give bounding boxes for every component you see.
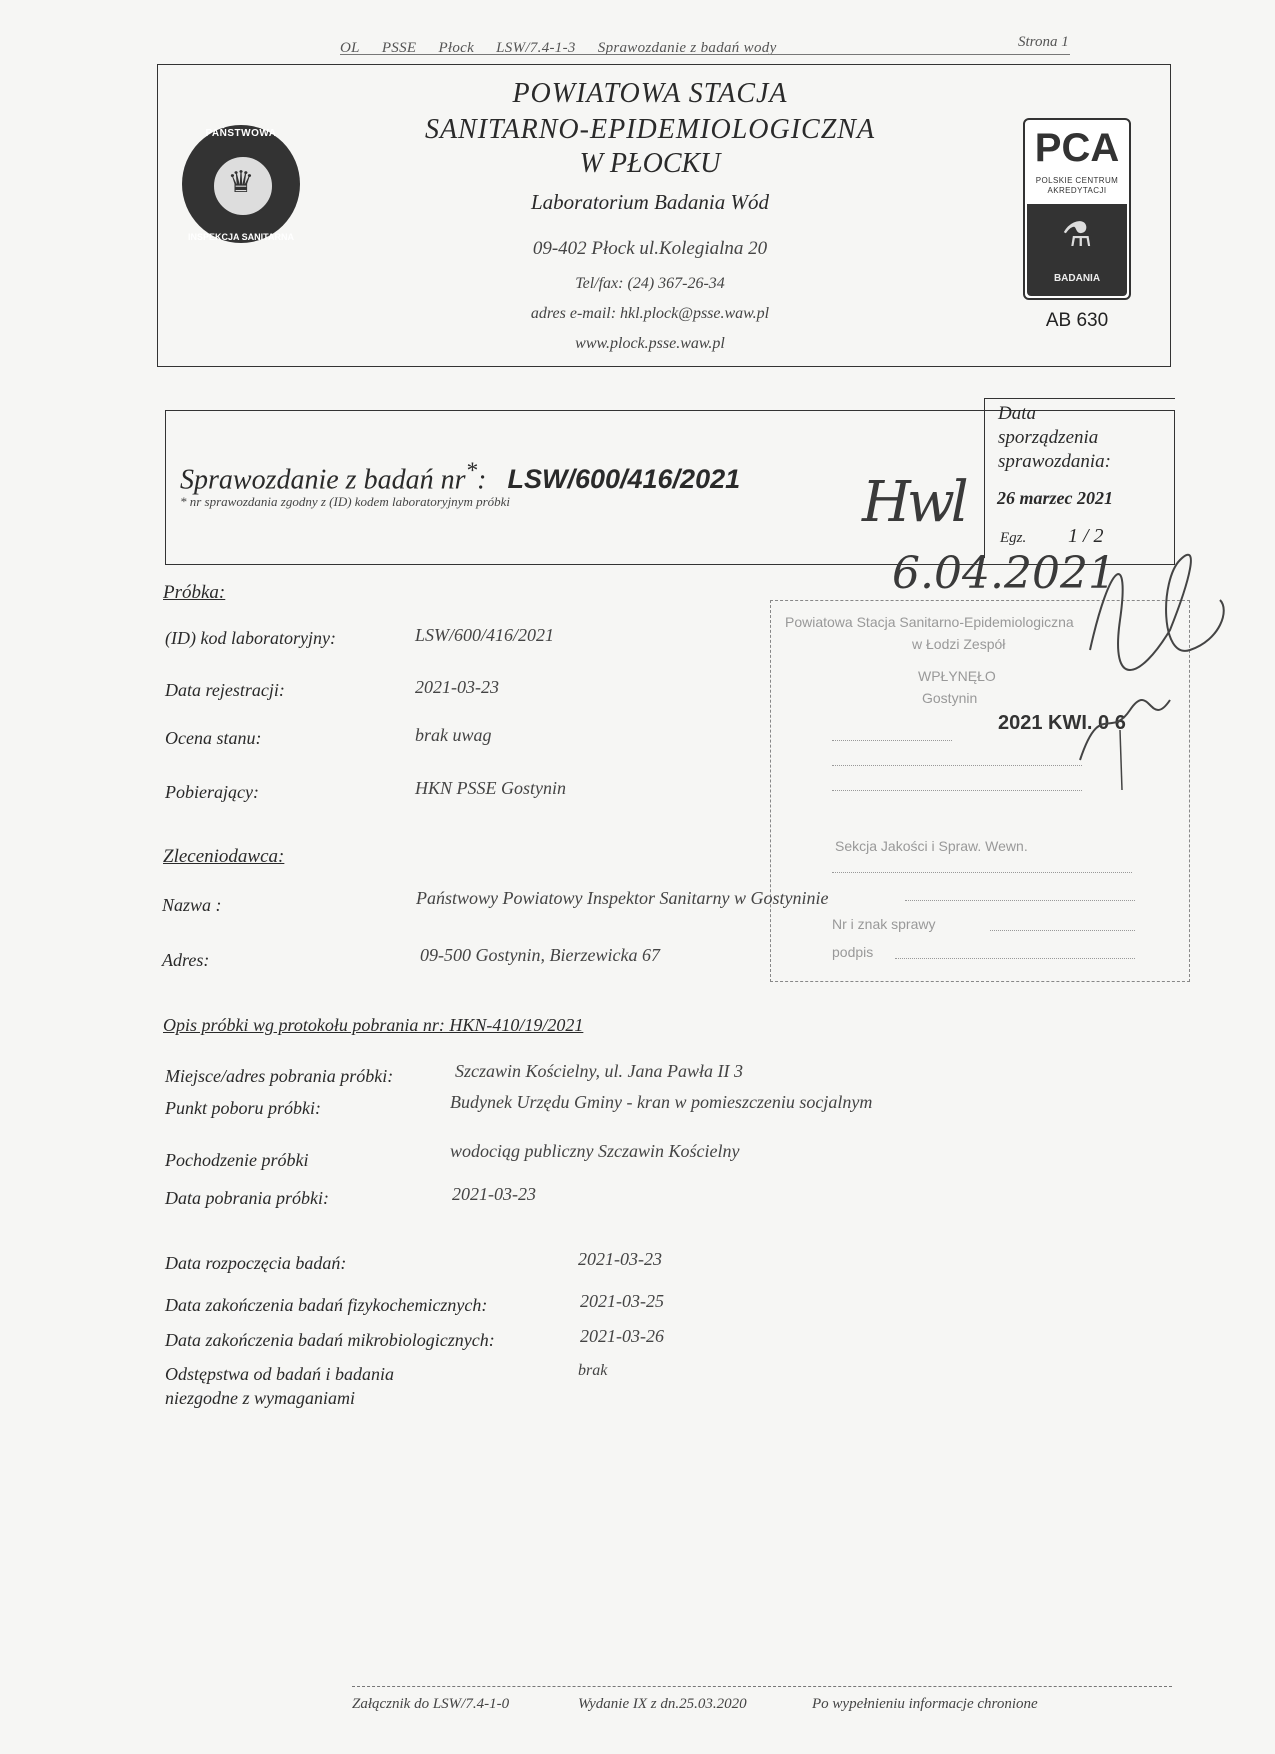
stamp-dots [832, 740, 952, 741]
institution-address: 09-402 Płock ul.Kolegialna 20 [532, 238, 768, 259]
sample-value: LSW/600/416/2021 [415, 625, 555, 645]
stamp-dots [990, 930, 1135, 931]
header-rule [340, 54, 1070, 55]
report-box-divider [984, 398, 985, 558]
header-code: LSW/7.4-1-3 [496, 40, 576, 56]
sample-label: Pobierający: [165, 782, 259, 802]
protocol-value: wodociąg publiczny Szczawin Kościelny [450, 1141, 740, 1161]
report-box-topline [984, 398, 1175, 399]
date-value: 2021-03-25 [580, 1291, 664, 1311]
sample-label: (ID) kod laboratoryjny: [165, 628, 336, 648]
stamp-line: Powiatowa Stacja Sanitarno-Epidemiologiczna [785, 614, 1074, 630]
sample-value: HKN PSSE Gostynin [415, 778, 566, 798]
date-value: 2021-03-26 [580, 1326, 664, 1346]
footer-rule [352, 1686, 1172, 1687]
flask-icon: ⚗ [1061, 217, 1093, 254]
handwritten-initials: Hwl [862, 470, 965, 535]
stamp-line: Sekcja Jakości i Spraw. Wewn. [835, 838, 1028, 854]
seal-text-top: PAŃSTWOWA [205, 128, 277, 139]
seal-text-bottom: INSPEKCJA SANITARNA [188, 232, 295, 242]
institution-line-1: POWIATOWA STACJA [512, 78, 788, 109]
accreditation-number: AB 630 [1045, 310, 1109, 331]
protocol-label: Data pobrania próbki: [165, 1188, 329, 1208]
report-date: 26 marzec 2021 [997, 488, 1113, 508]
stamp-line: w Łodzi Zespół [912, 636, 1006, 652]
report-note: * nr sprawozdania zgodny z (ID) kodem laboratoryjnym próbki [180, 494, 511, 509]
client-address-label: Adres: [162, 950, 210, 970]
handwritten-signature [1050, 500, 1240, 800]
protocol-label: Punkt poboru próbki: [165, 1098, 321, 1118]
sample-value: brak uwag [415, 725, 492, 745]
client-section-title: Zleceniodawca: [163, 846, 285, 867]
institution-email: adres e-mail: hkl.plock@psse.waw.pl [530, 305, 770, 322]
protocol-value: 2021-03-23 [452, 1184, 536, 1204]
stamp-line: podpis [832, 944, 874, 960]
report-title: Sprawozdanie z badań nr*: LSW/600/416/2021 [180, 458, 741, 496]
footer-attachment: Załącznik do LSW/7.4-1-0 [352, 1696, 510, 1712]
stamp-dots [905, 900, 1135, 901]
stamp-dots [832, 872, 1132, 873]
laboratory-name: Laboratorium Badania Wód [530, 190, 769, 214]
sample-label: Ocena stanu: [165, 728, 262, 748]
client-name-label: Nazwa : [162, 895, 222, 915]
client-name-value: Państwowy Powiatowy Inspektor Sanitarny w Gostyninie [416, 888, 829, 908]
report-date-label: Data sporządzenia sprawozdania: [998, 403, 1111, 472]
copy-label: Egz. [1000, 530, 1027, 546]
pca-name: POLSKIE CENTRUM AKREDYTACJI [1035, 176, 1119, 195]
eagle-icon: ♛ [227, 166, 255, 199]
stamp-dots [832, 765, 1082, 766]
footer-edition: Wydanie IX z dn.25.03.2020 [578, 1696, 747, 1712]
stamp-line: WPŁYNĘŁO [918, 668, 996, 684]
client-address-value: 09-500 Gostynin, Bierzewicka 67 [420, 945, 660, 965]
sample-section-title: Próbka: [163, 582, 226, 603]
stamp-line: Gostynin [922, 690, 978, 706]
header-code: Sprawozdanie z badań wody [597, 40, 777, 56]
sample-label: Data rejestracji: [165, 680, 285, 700]
stamp-dots [895, 958, 1135, 959]
date-label: Data zakończenia badań mikrobiologicznych: [165, 1330, 495, 1350]
deviation-label: Odstępstwa od badań i badania niezgodne z wymaganiami [165, 1364, 395, 1408]
stamp-dots [832, 790, 1082, 791]
protocol-label: Miejsce/adres pobrania próbki: [165, 1066, 394, 1086]
institution-telfax: Tel/fax: (24) 367-26-34 [575, 275, 725, 292]
pca-badge: BADANIA [1053, 273, 1101, 284]
protocol-section-title: Opis próbki wg protokołu pobrania nr: HKN-410/19/2021 [163, 1015, 584, 1035]
protocol-value: Szczawin Kościelny, ul. Jana Pawła II 3 [455, 1061, 743, 1081]
institution-website: www.plock.psse.waw.pl [575, 335, 725, 352]
stamp-date: 2021 KWI. 0 6 [998, 712, 1126, 734]
stamp-line: Nr i znak sprawy [832, 916, 936, 932]
date-label: Data zakończenia badań fizykochemicznych: [165, 1295, 488, 1315]
protocol-value: Budynek Urzędu Gminy - kran w pomieszczeniu socjalnym [450, 1092, 873, 1112]
sample-value: 2021-03-23 [415, 677, 499, 697]
report-number: LSW/600/416/2021 [507, 464, 741, 495]
page-number: Strona 1 [1018, 34, 1069, 50]
handwritten-date: 6.04.2021 [892, 548, 1116, 599]
protocol-label: Pochodzenie próbki [165, 1150, 309, 1170]
date-value: 2021-03-23 [578, 1249, 662, 1269]
header-code: Płock [438, 40, 475, 56]
copy-value: 1 / 2 [1068, 525, 1104, 547]
institution-line-2: SANITARNO-EPIDEMIOLOGICZNA [424, 114, 876, 145]
deviation-value: brak [578, 1362, 608, 1379]
header-code: OL [340, 40, 360, 56]
institution-line-3: W PŁOCKU [579, 148, 721, 179]
pca-logo-text: PCA [1034, 126, 1120, 170]
footer-confidential: Po wypełnieniu informacje chronione [812, 1696, 1038, 1712]
date-label: Data rozpoczęcia badań: [165, 1253, 347, 1273]
header-code: PSSE [381, 40, 417, 56]
